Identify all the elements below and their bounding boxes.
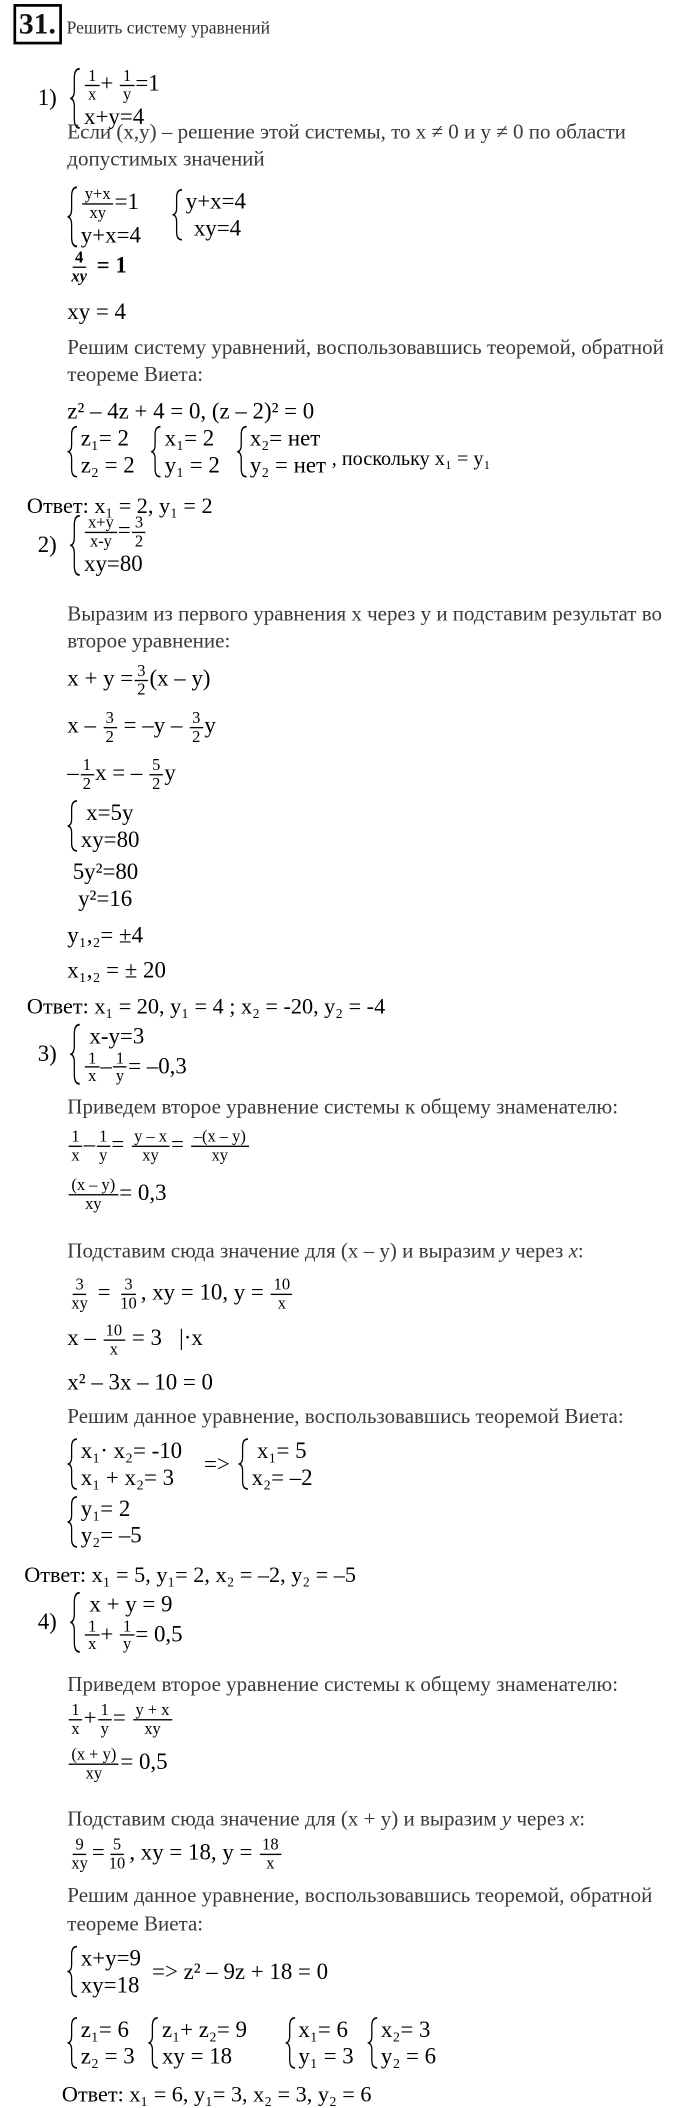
solution-systems bbox=[67, 2017, 436, 2070]
paragraph bbox=[67, 1808, 585, 1832]
equation-system bbox=[238, 1438, 312, 1491]
denominator: x bbox=[277, 1293, 286, 1313]
text: Подставим сюда значение для (x – y) и выразим bbox=[67, 1239, 501, 1263]
system-2b bbox=[67, 800, 139, 853]
problem-header bbox=[13, 4, 270, 44]
denominator: x bbox=[109, 1339, 119, 1359]
equation bbox=[67, 1746, 167, 1782]
paragraph: Выразим из первого уравнения x через y и подставим результат во bbox=[67, 603, 662, 626]
brace-icon bbox=[67, 800, 78, 853]
numerator: 5 bbox=[149, 757, 163, 776]
numerator: 10 bbox=[271, 1276, 293, 1295]
numerator: 3 bbox=[73, 1276, 87, 1295]
equation-row: x-y=3 bbox=[89, 1023, 145, 1049]
denominator: 2 bbox=[134, 531, 144, 551]
text: Подставим сюда значение для (x + y) и выразим bbox=[67, 1807, 502, 1831]
equation bbox=[67, 757, 175, 793]
numerator: 1 bbox=[96, 1128, 110, 1147]
equation-row: y₂ = 6 bbox=[380, 2042, 437, 2069]
equation-row: xy=80 bbox=[84, 550, 143, 576]
expr: = –y – bbox=[123, 712, 183, 739]
denominator: x bbox=[88, 1634, 97, 1654]
equation bbox=[67, 1836, 282, 1872]
operator: – bbox=[83, 1131, 96, 1157]
system-4 bbox=[38, 1591, 183, 1653]
equation-row: x=5y bbox=[86, 799, 134, 826]
variable: x bbox=[568, 1239, 578, 1263]
equation-rhs: = 0,5 bbox=[120, 1749, 168, 1775]
denominator: xy bbox=[71, 266, 87, 286]
denominator: y bbox=[115, 1066, 125, 1086]
denominator: xy bbox=[71, 1293, 88, 1313]
system-3 bbox=[38, 1023, 187, 1085]
equation-rhs: = 1 bbox=[96, 252, 127, 278]
implies-arrow: => bbox=[203, 1450, 230, 1477]
denominator: x bbox=[88, 84, 97, 104]
denominator: x bbox=[88, 1066, 97, 1086]
denominator: xy bbox=[85, 1763, 103, 1783]
numerator: 1 bbox=[69, 1128, 83, 1147]
denominator: xy bbox=[211, 1145, 229, 1165]
numerator: 9 bbox=[73, 1836, 87, 1855]
equation-row: y₂= –5 bbox=[80, 1521, 142, 1548]
equation-row: x+y=9 bbox=[80, 1945, 141, 1971]
equation-system bbox=[149, 2017, 247, 2070]
equation: y₁,₂= ±4 bbox=[67, 922, 144, 948]
numerator: 10 bbox=[103, 1322, 125, 1341]
equation-row: z₂ = 2 bbox=[80, 451, 135, 478]
numerator: 1 bbox=[120, 67, 134, 86]
denominator: 10 bbox=[108, 1853, 126, 1873]
expr: x – bbox=[67, 712, 96, 739]
operator: = bbox=[97, 1279, 111, 1305]
answer: Ответ: x₁ = 6, y₁= 3, x₂ = 3, y₂ = 6 bbox=[61, 2081, 372, 2107]
brace-icon bbox=[367, 2017, 378, 2070]
system-y bbox=[67, 1496, 141, 1549]
brace-icon bbox=[67, 2017, 78, 2070]
equation-row: y₁ = 2 bbox=[164, 451, 220, 478]
text: через bbox=[509, 1239, 569, 1263]
equation: xy = 4 bbox=[67, 298, 126, 325]
brace-icon bbox=[238, 1438, 249, 1491]
expr: , xy = 10, y = bbox=[140, 1279, 264, 1305]
operator: = bbox=[112, 1704, 126, 1731]
equation-system bbox=[71, 514, 148, 576]
equation-system bbox=[71, 1023, 187, 1085]
equation bbox=[67, 1177, 166, 1213]
equation-row: x₁= 6 bbox=[298, 2016, 348, 2043]
denominator: xy bbox=[85, 1193, 102, 1213]
equation-row: xy = 18 bbox=[161, 2042, 233, 2069]
numerator: y – x bbox=[131, 1128, 169, 1147]
brace-icon bbox=[67, 1496, 78, 1549]
equation-system bbox=[67, 1496, 141, 1549]
numerator: (x – y) bbox=[69, 1177, 118, 1196]
system-1a bbox=[67, 186, 141, 248]
equation-row: z₁+ z₂= 9 bbox=[161, 2016, 247, 2043]
equation-system bbox=[236, 425, 326, 478]
item-label: 3) bbox=[37, 1040, 57, 1067]
numerator: 3 bbox=[135, 662, 149, 681]
equation-rhs: = –0,3 bbox=[128, 1052, 187, 1079]
equation-system bbox=[172, 188, 246, 241]
operator: + bbox=[100, 70, 114, 96]
variable: x bbox=[569, 1807, 580, 1831]
numerator: 1 bbox=[85, 67, 99, 86]
equation-system bbox=[67, 186, 141, 248]
equation-row: x₁· x₂= -10 bbox=[80, 1437, 183, 1464]
paragraph: Решим данное уравнение, воспользовавшись теоремой Виета: bbox=[67, 1405, 624, 1429]
brace-icon bbox=[285, 2017, 296, 2070]
equation-system bbox=[151, 425, 220, 478]
paragraph: Приведем второе уравнение системы к общему знаменателю: bbox=[67, 1673, 619, 1697]
equation-row: x + y = 9 bbox=[89, 1591, 173, 1617]
equation-system bbox=[71, 1591, 183, 1653]
numerator: 18 bbox=[259, 1836, 281, 1855]
equation-row: x₂= 3 bbox=[380, 2016, 431, 2043]
expr: – bbox=[67, 759, 79, 786]
equation-row: x+y=4 bbox=[84, 103, 145, 129]
item-label: 2) bbox=[37, 531, 57, 558]
equation-system bbox=[67, 800, 139, 853]
text: через bbox=[511, 1807, 570, 1831]
denominator: xy bbox=[142, 1145, 159, 1165]
numerator: –(x – y) bbox=[191, 1128, 249, 1147]
denominator: 2 bbox=[137, 679, 146, 699]
operator: = bbox=[171, 1131, 184, 1157]
expr: = 3 bbox=[131, 1324, 162, 1351]
numerator: 1 bbox=[85, 1049, 99, 1068]
brace-icon bbox=[67, 425, 78, 478]
equation-row: y+x=4 bbox=[185, 188, 246, 215]
equation-row: x₁= 2 bbox=[164, 425, 215, 451]
equation: z² – 4z + 4 = 0, (z – 2)² = 0 bbox=[67, 398, 315, 425]
equation-row: x₁ + x₂= 3 bbox=[80, 1464, 175, 1490]
answer: Ответ: x₁ = 5, y₁= 2, x₂ = –2, y₂ = –5 bbox=[24, 1561, 356, 1588]
numerator: 5 bbox=[110, 1836, 124, 1855]
denominator: x-y bbox=[89, 531, 112, 551]
denominator: 2 bbox=[105, 726, 114, 746]
equation: x₁,₂ = ± 20 bbox=[67, 957, 166, 983]
equation-rhs: =1 bbox=[135, 70, 160, 96]
numerator: 3 bbox=[132, 514, 146, 533]
operator: = bbox=[91, 1839, 105, 1865]
numerator: 1 bbox=[120, 1618, 134, 1637]
equation bbox=[67, 1276, 294, 1312]
equation-system bbox=[67, 1438, 182, 1491]
paragraph: Решим систему уравнений, воспользовавшись теоремой, обратной bbox=[67, 336, 664, 360]
denominator: x bbox=[71, 1718, 80, 1738]
expr: (x – y) bbox=[149, 665, 211, 691]
variable: y bbox=[500, 1239, 510, 1263]
equation-row: xy=80 bbox=[80, 825, 140, 852]
operator: – bbox=[100, 1052, 112, 1079]
denominator: xy bbox=[89, 203, 106, 222]
operator: = bbox=[111, 1131, 125, 1157]
equation-row: z₂ = 3 bbox=[80, 2042, 135, 2069]
item-label: 4) bbox=[37, 1608, 57, 1635]
denominator: x bbox=[71, 1145, 80, 1165]
expr: , xy = 18, y = bbox=[129, 1839, 253, 1865]
paragraph: Решим данное уравнение, воспользовавшись теоремой, обратной bbox=[67, 1884, 653, 1908]
expr: y bbox=[204, 712, 216, 739]
denominator: y bbox=[123, 1634, 132, 1654]
equation-row: xy=4 bbox=[193, 214, 242, 241]
note: , поскольку x₁ = y₁ bbox=[331, 448, 491, 471]
equation-row: z₁= 6 bbox=[80, 2016, 129, 2043]
vieta-system bbox=[67, 1945, 328, 1998]
equation-row: x₁= 5 bbox=[257, 1437, 307, 1464]
numerator: x+y bbox=[85, 514, 116, 533]
numerator: 1 bbox=[113, 1049, 127, 1068]
brace-icon bbox=[236, 425, 247, 478]
paragraph: второе уравнение: bbox=[67, 630, 231, 653]
brace-icon bbox=[67, 186, 78, 248]
numerator: y + x bbox=[133, 1702, 172, 1721]
equation-system bbox=[67, 1945, 141, 1998]
denominator: y bbox=[99, 1145, 108, 1165]
brace-icon bbox=[71, 514, 82, 576]
operator: = bbox=[117, 517, 131, 543]
equation-rhs: = 0,3 bbox=[119, 1179, 167, 1206]
numerator: 1 bbox=[98, 1702, 112, 1721]
expr: |·x bbox=[179, 1324, 203, 1351]
brace-icon bbox=[67, 1945, 78, 1998]
equation-row: x₂= нет bbox=[249, 425, 321, 451]
equation-row: z₁= 2 bbox=[80, 425, 129, 451]
equation-row: y₁= 2 bbox=[80, 1495, 131, 1522]
paragraph: допустимых значений bbox=[67, 148, 265, 171]
numerator: 1 bbox=[80, 757, 94, 776]
numerator: y+x bbox=[82, 186, 113, 205]
numerator: 3 bbox=[122, 1276, 136, 1295]
brace-icon bbox=[149, 2017, 160, 2070]
denominator: 2 bbox=[82, 773, 92, 793]
denominator: x bbox=[266, 1853, 275, 1873]
equation bbox=[67, 1128, 250, 1164]
numerator: 1 bbox=[85, 1618, 99, 1637]
numerator: 4 bbox=[72, 249, 86, 268]
equation-system bbox=[67, 2017, 134, 2070]
equation-row: x₂= –2 bbox=[251, 1464, 313, 1490]
numerator: 3 bbox=[103, 709, 117, 728]
equation bbox=[67, 249, 127, 285]
expr: x = – bbox=[95, 759, 143, 786]
equation-row: y₂ = нет bbox=[249, 451, 327, 478]
equation: x² – 3x – 10 = 0 bbox=[67, 1369, 213, 1395]
equation-system bbox=[367, 2017, 436, 2070]
paragraph: теореме Виета: bbox=[67, 1912, 204, 1936]
answer: Ответ: x₁ = 2, y₁ = 2 bbox=[26, 492, 213, 519]
answer: Ответ: x₁ = 20, y₁ = 4 ; x₂ = -20, y₂ = -4 bbox=[26, 993, 386, 1020]
expr: x + y = bbox=[67, 665, 134, 691]
brace-icon bbox=[71, 1023, 82, 1085]
equation: 5y²=80 bbox=[72, 858, 139, 885]
paragraph: теореме Виета: bbox=[67, 363, 204, 387]
problem-number: 31. bbox=[13, 4, 61, 44]
variable: y bbox=[501, 1807, 512, 1831]
expr: x – bbox=[67, 1324, 96, 1351]
solution-systems bbox=[67, 425, 490, 478]
numerator: 1 bbox=[69, 1702, 83, 1721]
numerator: 3 bbox=[189, 709, 203, 728]
equation bbox=[67, 662, 210, 698]
denominator: xy bbox=[71, 1853, 88, 1873]
expr: => z² – 9z + 18 = 0 bbox=[152, 1958, 329, 1984]
equation-rhs: =1 bbox=[114, 188, 139, 215]
paragraph: Приведем второе уравнение системы к общему знаменателю: bbox=[67, 1095, 619, 1119]
problem-title: Решить систему уравнений bbox=[66, 17, 271, 38]
denominator: xy bbox=[144, 1718, 161, 1738]
denominator: y bbox=[100, 1718, 109, 1738]
equation bbox=[67, 1702, 173, 1738]
operator: + bbox=[100, 1620, 114, 1647]
equation: y²=16 bbox=[78, 885, 133, 912]
brace-icon bbox=[172, 188, 183, 241]
system-2 bbox=[38, 514, 147, 576]
brace-icon bbox=[67, 1438, 78, 1491]
denominator: y bbox=[123, 84, 132, 104]
equation-system bbox=[67, 425, 134, 478]
denominator: 2 bbox=[192, 726, 201, 746]
expr: y bbox=[164, 759, 176, 786]
item-label: 1) bbox=[37, 84, 57, 111]
system-1b bbox=[172, 188, 246, 241]
equation-row: y₁ = 3 bbox=[298, 2042, 354, 2069]
brace-icon bbox=[151, 425, 162, 478]
equation-row: y+x=4 bbox=[80, 221, 141, 248]
vieta-systems bbox=[67, 1438, 312, 1491]
paragraph: Если (x,y) – решение этой системы, то x ≠ 0 и y ≠ 0 по области bbox=[67, 121, 626, 145]
denominator: 2 bbox=[152, 773, 161, 793]
brace-icon bbox=[71, 1591, 82, 1653]
equation bbox=[67, 709, 216, 745]
denominator: 10 bbox=[120, 1293, 137, 1313]
paragraph bbox=[67, 1240, 583, 1264]
text: : bbox=[577, 1239, 584, 1263]
equation-row: xy=18 bbox=[80, 1971, 140, 1998]
equation-system bbox=[285, 2017, 354, 2070]
numerator: (x + y) bbox=[69, 1746, 119, 1765]
equation-rhs: = 0,5 bbox=[135, 1620, 183, 1647]
equation bbox=[67, 1322, 203, 1358]
operator: + bbox=[83, 1704, 97, 1731]
text: : bbox=[579, 1807, 586, 1831]
